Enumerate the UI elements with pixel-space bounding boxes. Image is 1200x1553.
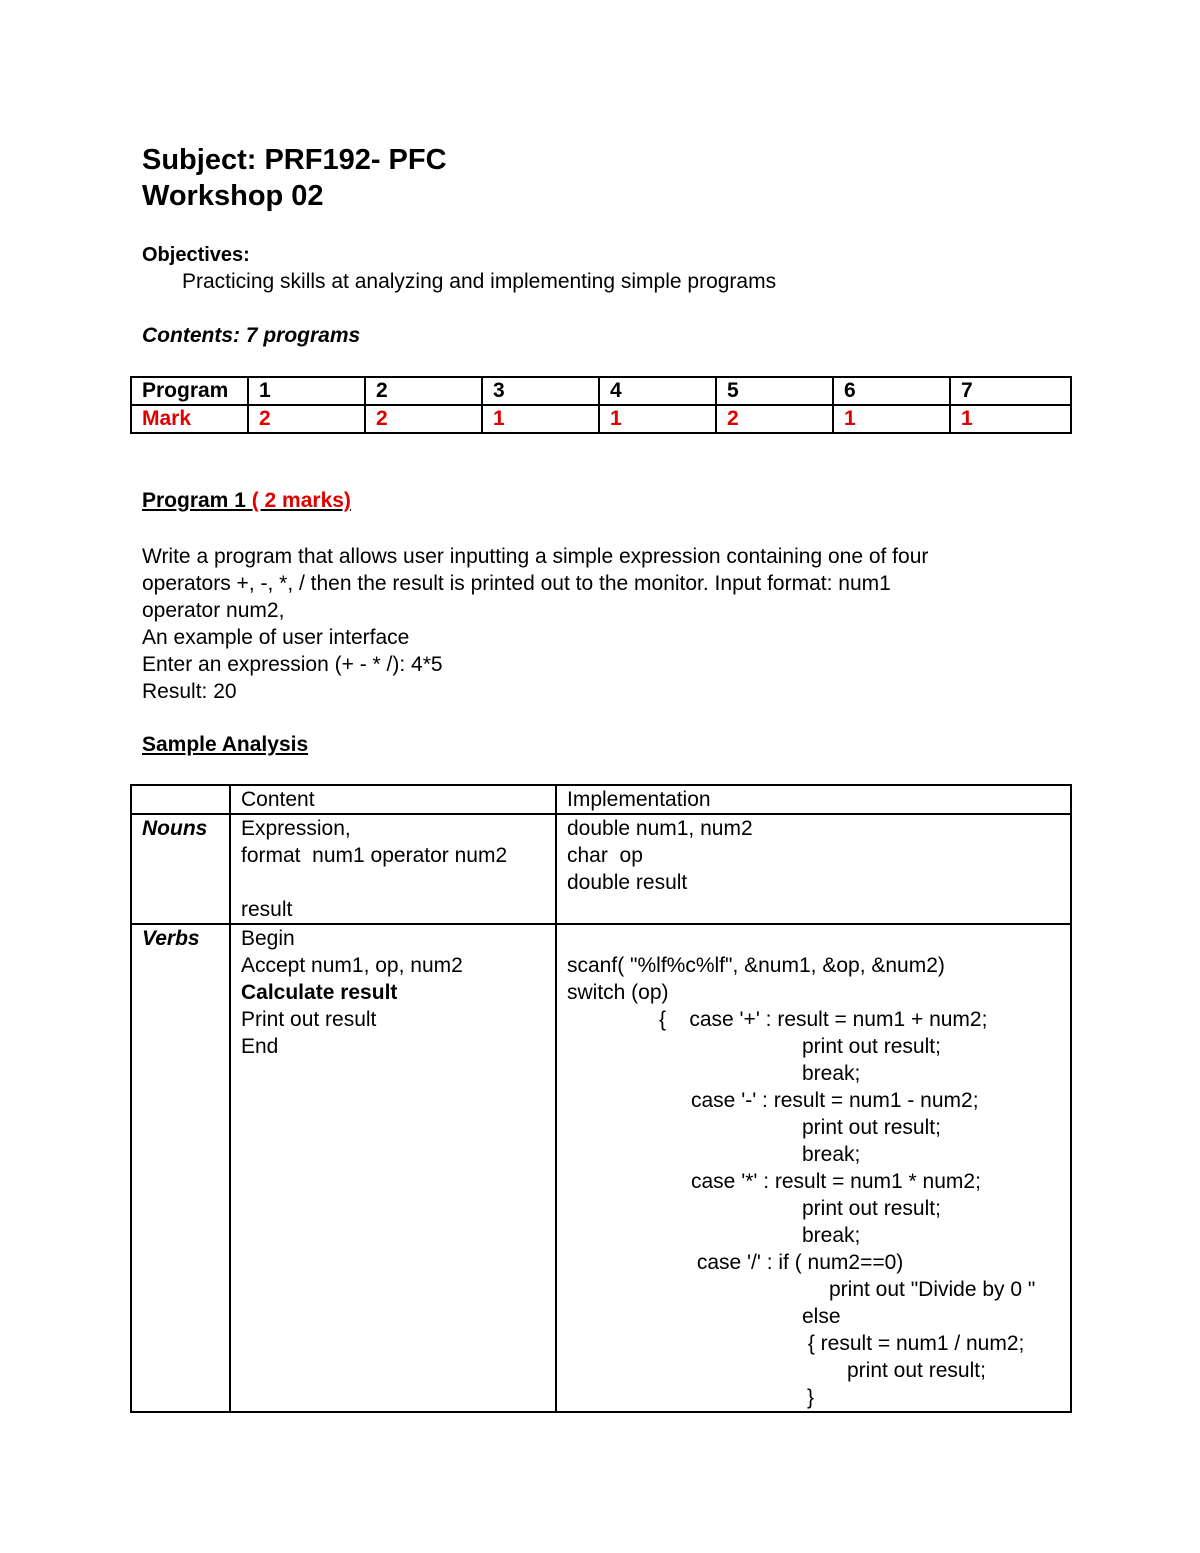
objectives-label: Objectives: [142, 244, 250, 266]
content-line: format num1 operator num2 [241, 844, 508, 867]
description-line: Result: 20 [142, 680, 237, 703]
code-line: print out result; [802, 1035, 941, 1058]
nouns-implementation [556, 814, 1071, 924]
mark-value: 1 [833, 405, 950, 433]
program1-description [142, 543, 1042, 705]
sample-analysis-heading: Sample Analysis [142, 733, 309, 756]
code-line: { case '+' : result = num1 + num2; [659, 1008, 988, 1031]
code-line: case '/' : if ( num2==0) [691, 1251, 904, 1274]
program-row-label: Program [131, 377, 248, 405]
implementation-line: char op [567, 844, 643, 867]
verbs-content [230, 924, 556, 1412]
content-column-header: Content [230, 785, 556, 814]
description-line: Write a program that allows user inputting a simple expression containing one of four [142, 545, 929, 568]
nouns-label: Nouns [131, 814, 230, 924]
mark-value: 2 [248, 405, 365, 433]
program-number: 1 [248, 377, 365, 405]
program1-marks: ( 2 marks) [245, 489, 351, 512]
mark-row-label: Mark [131, 405, 248, 433]
content-line: Print out result [241, 1008, 377, 1031]
code-line: else [802, 1305, 841, 1328]
mark-value: 2 [716, 405, 833, 433]
objectives-text: Practicing skills at analyzing and implementing simple programs [182, 270, 777, 293]
code-line: switch (op) [567, 981, 669, 1004]
code-line: break; [802, 1224, 861, 1247]
content-line: Begin [241, 927, 295, 950]
mark-value: 1 [950, 405, 1071, 433]
description-line: Enter an expression (+ - * /): 4*5 [142, 653, 443, 676]
program-number: 6 [833, 377, 950, 405]
description-line: operator num2, [142, 599, 285, 622]
contents-heading: Contents: 7 programs [142, 324, 361, 347]
code-line: break; [802, 1062, 861, 1085]
analysis-corner-cell [131, 785, 230, 814]
implementation-line: double num1, num2 [567, 817, 753, 840]
content-line: Expression, [241, 817, 351, 840]
content-line [241, 869, 555, 896]
description-line: An example of user interface [142, 626, 410, 649]
verbs-row [131, 924, 1071, 1412]
program-number: 5 [716, 377, 833, 405]
code-line: case '*' : result = num1 * num2; [691, 1170, 981, 1193]
code-line: scanf( "%lf%c%lf", &num1, &op, &num2) [567, 954, 945, 977]
verbs-implementation [556, 924, 1071, 1412]
analysis-header-row [131, 785, 1071, 814]
code-line: print out result; [802, 1116, 941, 1139]
code-line: print out "Divide by 0 " [829, 1278, 1036, 1301]
nouns-row [131, 814, 1071, 924]
program-number: 2 [365, 377, 482, 405]
program1-heading [142, 489, 351, 513]
mark-value: 1 [599, 405, 716, 433]
code-line: case '-' : result = num1 - num2; [691, 1089, 979, 1112]
implementation-column-header: Implementation [556, 785, 1071, 814]
content-line: Calculate result [241, 981, 398, 1004]
content-line: End [241, 1035, 279, 1058]
mark-value: 1 [482, 405, 599, 433]
workshop-heading: Workshop 02 [142, 180, 324, 212]
code-line: print out result; [802, 1197, 941, 1220]
code-line: print out result; [847, 1359, 986, 1382]
code-line: } [807, 1386, 815, 1409]
implementation-line: double result [567, 871, 688, 894]
content-line: result [241, 898, 293, 921]
marks-table [130, 376, 1072, 434]
description-line: operators +, -, *, / then the result is printed out to the monitor. Input format: num1 [142, 572, 891, 595]
nouns-content [230, 814, 556, 924]
program-number: 3 [482, 377, 599, 405]
mark-row [131, 405, 1071, 433]
code-line: break; [802, 1143, 861, 1166]
mark-value: 2 [365, 405, 482, 433]
code-line [567, 925, 1070, 952]
program-number: 4 [599, 377, 716, 405]
program-number: 7 [950, 377, 1071, 405]
analysis-table [130, 784, 1072, 1413]
verbs-label: Verbs [131, 924, 230, 1412]
subject-heading: Subject: PRF192- PFC [142, 144, 447, 176]
content-line: Accept num1, op, num2 [241, 954, 463, 977]
program-row [131, 377, 1071, 405]
program1-title: Program 1 [142, 489, 246, 512]
code-line: { result = num1 / num2; [802, 1332, 1025, 1355]
